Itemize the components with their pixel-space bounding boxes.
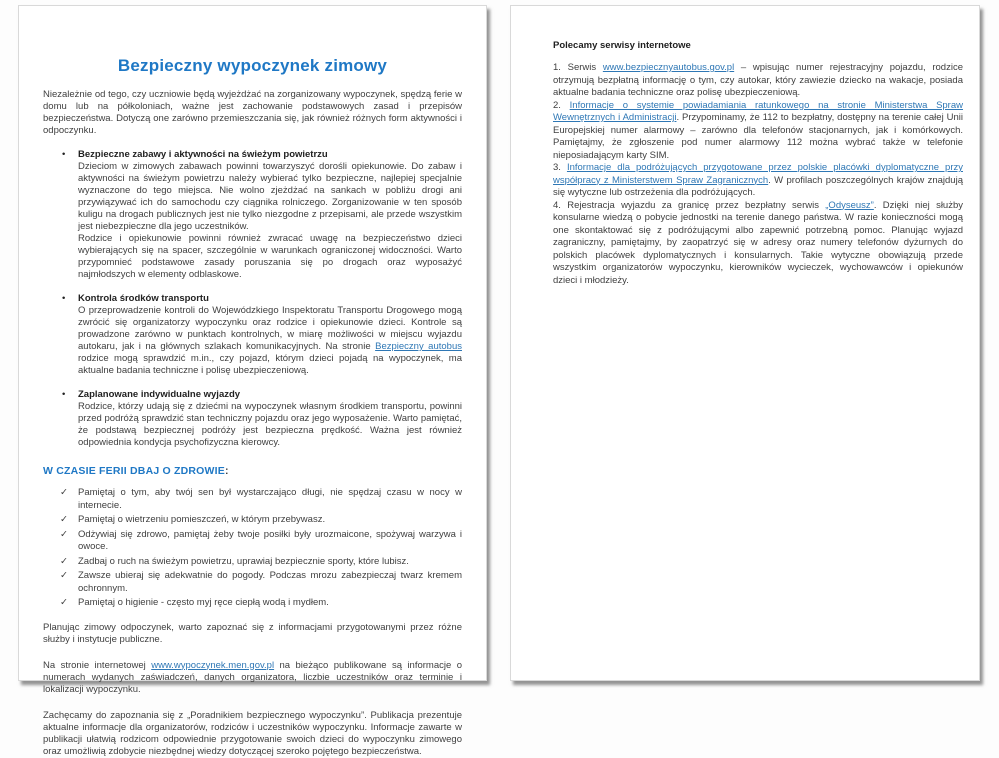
checklist-item: [43, 514, 462, 527]
checklist-item-text: Odżywiaj się zdrowo, pamiętaj żeby twoje posiłki były urozmaicone, spożywaj warzywa i owoce.: [78, 528, 462, 552]
paragraph-text: 4. Rejestracja wyjazdu za granicę przez bezpłatny serwis: [553, 199, 826, 211]
bullet-header: Kontrola środków transportu: [78, 293, 209, 304]
bullet-icon: •: [62, 389, 66, 400]
msz-travel-info-link[interactable]: Informacje dla podróżujących przygotowane przez polskie placówki dyplomatyczne przy współpracy z Ministerstwem Spraw Zagranicznych: [553, 162, 963, 186]
checklist-item: [43, 570, 462, 595]
checklist-item: [43, 597, 462, 610]
bullet-icon: •: [62, 149, 66, 160]
paragraph-text: 3.: [553, 162, 567, 173]
check-icon: ✓: [60, 528, 68, 540]
paragraph-text: 1. Serwis: [553, 62, 603, 73]
paragraph-text: . Dzięki niej służby konsularne wiedzą o pobycie jednostki na terenie danego państwa. W razie konieczności mogą one skontaktować się z podróżującymi albo zapewnić potrzebną pomoc. Planując wyjazd zagraniczny, pamiętajmy, by zaopatrzyć się w adresy oraz numery telefonów dyżurnych do polskich placówek dyplomatycznych i konsularnych. Takie wytyczne obowiązują przede wszystkim organizatorów wypoczynku, kierowników wycieczek, wychowawców i opiekunów dzieci i młodzieży.: [553, 199, 963, 286]
closing-paragraph-2: [43, 660, 462, 696]
bullet-section-individual-trips: [43, 389, 462, 449]
bezpieczny-autobus-link[interactable]: Bezpieczny autobus: [375, 341, 462, 352]
checklist-item-text: Zawsze ubieraj się adekwatnie do pogody. Podczas mrozu zabezpieczaj twarz kremem ochronnym.: [78, 570, 462, 594]
intro-paragraph: Niezależnie od tego, czy uczniowie będą wyjeżdżać na zorganizowany wypoczynek, spędzą ferie w domu lub na półkoloniach, ważne jest zachowanie podstawowych zasad i przepisów bezpieczeństwa. Dotyczą one zarówno przemieszczania się, jak również różnych form aktywności i odpoczynku.: [43, 89, 462, 136]
bullet-paragraph: [78, 305, 462, 377]
health-heading-colon: :: [224, 465, 229, 477]
health-heading: [43, 465, 462, 477]
check-icon: ✓: [60, 597, 68, 608]
page-title: Bezpieczny wypoczynek zimowy: [117, 56, 388, 75]
document-page-1: [18, 5, 487, 757]
health-checklist: [43, 487, 462, 610]
bullet-header: Bezpieczne zabawy i aktywności na świeżym powietrzu: [78, 149, 328, 160]
document-page-2: [510, 5, 980, 681]
bezpiecznyautobus-gov-link[interactable]: www.bezpiecznyautobus.gov.pl: [602, 62, 735, 73]
paragraph-text: na bieżąco publikowane są informacje o numerach wydanych zaświadczeń, danych organizatora, liczbie uczestników oraz terminie i lokalizacji wypoczynku.: [43, 659, 462, 695]
paragraph-text: Na stronie internetowej: [43, 659, 152, 671]
bullet-paragraph: Rodzice i opiekunowie powinni również zwracać uwagę na bezpieczeństwo dzieci wybierających się na spacer, szczególnie w warunkach ograniczonej widoczności. Warto przypomnieć podstawowe zasady poruszania się po drogach oraz wyposażyć najmłodszych w elementy odblaskowe.: [78, 233, 462, 280]
bullet-header: Zaplanowane indywidualne wyjazdy: [78, 389, 241, 400]
closing-paragraph-1: Planując zimowy odpoczynek, warto zapoznać się z informacjami przygotowanymi przez różne służby i instytucje publiczne.: [43, 621, 462, 645]
paragraph-text: . Przypominamy, że 112 to bezpłatny, dostępny na terenie całej Unii Europejskiej numer alarmowy – zarówno dla telefonów stacjonarnych, jak i komórkowych. Pamiętajmy, że zgłoszenie pod numer alarmowy 112 można wybrać także w telefonie nieposiadającym karty SIM.: [553, 112, 963, 161]
bullet-section-safe-play: [43, 149, 462, 281]
wypoczynek-men-gov-link[interactable]: www.wypoczynek.men.gov.pl: [151, 659, 275, 671]
paragraph-text: rodzice mogą sprawdzić m.in., czy pojazd, którym dzieci pojadą na wypoczynek, ma aktualne badania techniczne i polisę ubezpieczeniową.: [78, 353, 462, 376]
closing-paragraph-3: Zachęcamy do zapoznania się z „Poradnikiem bezpiecznego wypoczynku”. Publikacja prezentuje aktualne informacje dla organizatorów, rodziców i uczestników wypoczynku. Informacje zawarte w publikacji ułatwią rodzicom odpowiednie przygotowanie swoich dzieci do wypoczynku zimowego oraz umożliwią zdobycie niezbędnej wiedzy dotyczącej szeroko pojętego bezpieczeństwa.: [43, 709, 462, 757]
bullet-icon: •: [62, 293, 66, 304]
bullet-section-transport-control: [43, 293, 462, 377]
service-item-1: [553, 62, 963, 100]
paragraph-text: 2.: [553, 99, 570, 111]
bullet-paragraph: Dzieciom w zimowych zabawach powinni towarzyszyć dorośli opiekunowie. Do zabaw i aktywności na świeżym powietrzu należy wybierać tylko bezpieczne, najlepiej specjalnie wyznaczone do tego miejsca. Nie wolno zjeżdżać na sankach w pobliżu drogi ani przywiązywać ich do samochodu czy ciągnika rolniczego. Zorganizowanie w ten sposób kuligu na drogach publicznych jest nie tylko niezgodne z przepisami, ale przede wszystkim jest niebezpieczne dla jego uczestników.: [78, 161, 462, 232]
checklist-item-text: Pamiętaj o wietrzeniu pomieszczeń, w którym przebywasz.: [78, 514, 326, 525]
service-item-4: [553, 200, 963, 288]
checklist-item-text: Zadbaj o ruch na świeżym powietrzu, uprawiaj bezpiecznie sporty, które lubisz.: [78, 555, 409, 567]
service-item-2: [553, 100, 963, 163]
mswia-rescue-system-link[interactable]: Informacje o systemie powiadamiania ratunkowego na stronie Ministerstwa Spraw Wewnętrznych i Administracji: [553, 99, 963, 123]
paragraph-text: . W profilach poszczególnych krajów znajdują się wytyczne lub ostrzeżenia dla podróżujących.: [553, 174, 963, 198]
services-heading: Polecamy serwisy internetowe: [553, 40, 691, 51]
paragraph-text: O przeprowadzenie kontroli do Wojewódzkiego Inspektoratu Transportu Drogowego mogą zwrócić się organizatorzy wypoczynku oraz rodzice i opiekunowie dzieci. Kontrole są prowadzone zarówno w punktach kontrolnych, w miarę możliwości w miejscu wyjazdu autokaru, jak i na głównych szlakach komunikacyjnych. Na stronie: [78, 305, 462, 352]
odyseusz-service-link[interactable]: „Odyseusz”: [825, 199, 874, 211]
check-icon: ✓: [60, 570, 68, 581]
checklist-item-text: Pamiętaj o tym, aby twój sen był wystarczająco długi, nie spędzaj czasu w nocy w internecie.: [78, 487, 462, 511]
bullet-paragraph: Rodzice, którzy udają się z dziećmi na wypoczynek własnym środkiem transportu, powinni przed podróżą sprawdzić stan techniczny pojazdu oraz jego wyposażenie. Warto pamiętać, że podstawą bezpiecznej podróży jest bezpieczna prędkość. Ważna jest również odpowiednia kondycja psychofizyczna kierowcy.: [78, 401, 462, 448]
checklist-item-text: Pamiętaj o higienie - często myj ręce ciepłą wodą i mydłem.: [78, 597, 329, 608]
check-icon: ✓: [60, 514, 68, 525]
paragraph-text: – wpisując numer rejestracyjny pojazdu, rodzice otrzymują bezpłatną informację o tym, czy autokar, który zawiezie dziecko na wakacje, posiada aktualne badania techniczne oraz polisę ubezpieczeniową.: [553, 62, 963, 98]
check-icon: ✓: [60, 555, 68, 567]
checklist-item: [43, 556, 462, 569]
checklist-item: [43, 529, 462, 554]
checklist-item: [43, 487, 462, 512]
health-heading-text: W CZASIE FERII DBAJ O ZDROWIE: [43, 465, 225, 477]
service-item-3: [553, 162, 963, 200]
check-icon: ✓: [60, 487, 68, 498]
